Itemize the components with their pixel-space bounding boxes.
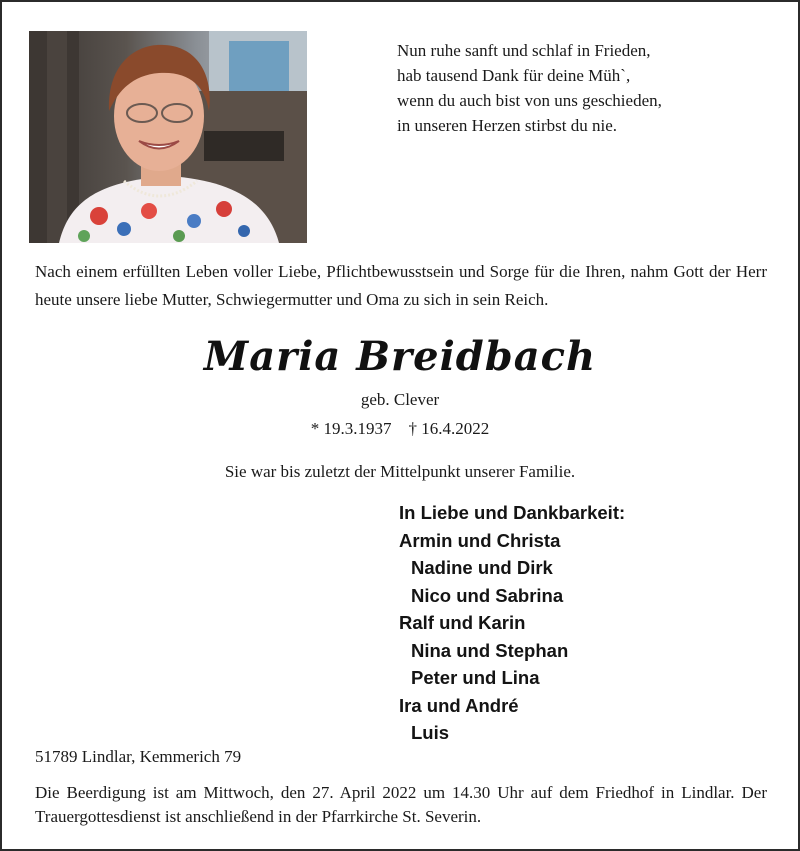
poem-line: wenn du auch bist von uns geschieden, <box>397 91 662 110</box>
poem-line: in unseren Herzen stirbst du nie. <box>397 116 617 135</box>
poem-line: hab tausend Dank für deine Müh`, <box>397 66 631 85</box>
mourner: Armin und Christa <box>399 529 561 551</box>
deceased-name: Maria Breidbach <box>203 333 597 380</box>
family-centre-line: Sie war bis zuletzt der Mittelpunkt unserer Familie. <box>224 462 576 481</box>
mourner: Nadine und Dirk <box>411 557 553 578</box>
mourners-heading: In Liebe und Dankbarkeit: <box>399 502 626 523</box>
mourner: Peter und Lina <box>411 667 540 688</box>
funeral-info: Die Beerdigung ist am Mittwoch, den 27. April 2022 um 14.30 Uhr auf dem Friedhof in Lindlar. Der Trauergottesdienst ist anschließend in der Pfarrkirche St. Severin. <box>35 783 767 826</box>
portrait-illustration <box>29 31 307 243</box>
intro-text: Nach einem erfüllten Leben voller Liebe, Pflichtbewusstsein und Sorge für die Ihren, nahm Gott der Herr heute unsere liebe Mutter, Schwiegermutter und Oma zu sich in sein Reich. <box>35 262 767 309</box>
address: 51789 Lindlar, Kemmerich 79 <box>35 747 242 766</box>
mourner: Ira und André <box>399 694 519 716</box>
memorial-poem <box>397 38 767 138</box>
poem-line: Nun ruhe sanft und schlaf in Frieden, <box>397 41 651 60</box>
mourner: Ralf und Karin <box>399 612 526 633</box>
birth-name: geb. Clever <box>360 390 440 409</box>
mourner: Nico und Sabrina <box>411 584 564 606</box>
mourner: Nina und Stephan <box>411 639 569 661</box>
mourner: Luis <box>411 722 450 743</box>
mourners-list <box>399 499 779 747</box>
portrait-photo <box>29 31 307 243</box>
life-dates: * 19.3.1937 † 16.4.2022 <box>310 419 490 438</box>
